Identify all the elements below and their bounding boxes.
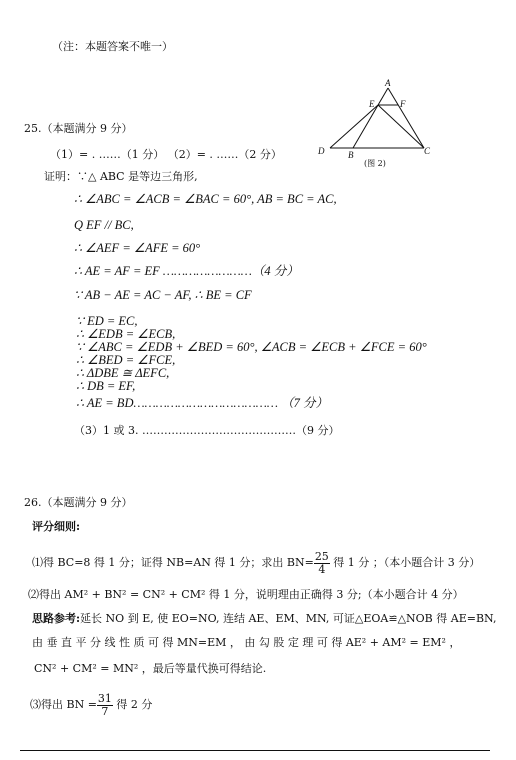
fraction-denominator: 7 [101, 704, 109, 718]
triangle-figure [312, 76, 437, 174]
fraction-25-4 [314, 551, 330, 576]
q26-hint-line-1 [32, 612, 496, 626]
proof-line-1: ∴ ∠ABC = ∠ACB = ∠BAC = 60°, AB = BC = AC, [74, 192, 337, 206]
proof-line-2: Q EF // BC, [74, 218, 134, 232]
label-B: B [348, 150, 354, 160]
q25-proof-intro: 证明：∵△ ABC 是等边三角形, [44, 170, 198, 183]
proof-line-11: ∴ DB = EF, [76, 379, 136, 393]
proof-line-9: ∴ ∠BED = ∠FCE, [76, 353, 176, 367]
figure-caption: (图 2) [364, 159, 386, 168]
proof-line-6: ∵ ED = EC, [76, 314, 138, 328]
q25-part3: （3）1 或 3. ……………………………………（9 分） [74, 424, 340, 437]
proof-line-8: ∵ ∠ABC = ∠EDB + ∠BED = 60°, ∠ACB = ∠ECB + ∠FCE = 60° [76, 340, 427, 354]
bottom-rule [20, 750, 490, 751]
fraction-denominator: 4 [318, 562, 326, 576]
q26-part1 [32, 548, 480, 578]
q26-scoring-title: 评分细则: [32, 520, 81, 533]
fraction-31-7 [97, 693, 113, 718]
q26-heading: 26.（本题满分 9 分） [24, 496, 133, 509]
segment-AC [388, 88, 424, 148]
q26-part3 [30, 690, 152, 720]
hint-text-1: 延长 NO 到 E, 使 EO=NO, 连结 AE、EM、MN, 可证△EOA≌△NOB 得 AE=BN, [80, 612, 497, 625]
q26-hint-line-3: CN² + CM² = MN² ，最后等量代换可得结论. [34, 662, 267, 675]
hint-label: 思路参考: [32, 612, 81, 625]
label-E: E [369, 99, 375, 109]
label-A: A [385, 78, 391, 88]
q26-part3-text-b: 得 2 分 [112, 698, 153, 711]
fraction-numerator: 31 [97, 691, 112, 705]
proof-line-4: ∴ AE = AF = EF ……………………（4 分） [74, 264, 299, 278]
label-D: D [318, 146, 325, 156]
proof-line-10: ∴ ΔDBE ≅ ΔEFC, [76, 366, 170, 380]
q25-heading: 25.（本题满分 9 分） [24, 122, 133, 135]
fraction-numerator: 25 [314, 549, 329, 563]
answer-note: （注：本题答案不唯一） [52, 40, 173, 53]
q26-part1-text-a: ⑴得 BC=8 得 1 分；证得 NB=AN 得 1 分；求出 BN= [32, 556, 314, 569]
label-C: C [424, 146, 431, 156]
label-F: F [400, 99, 406, 109]
q25-part12: （1）= . ……（1 分） （2）= . ……（2 分） [50, 148, 282, 161]
q26-hint-line-2: 由 垂 直 平 分 线 性 质 可 得 MN=EM ， 由 勾 股 定 理 可 得 AE² + AM² = EM² ， [32, 636, 461, 649]
segment-ED [330, 105, 378, 148]
q26-part1-text-b: 得 1 分 ；（本小题合计 3 分） [329, 556, 481, 569]
proof-line-5: ∵ AB − AE = AC − AF, ∴ BE = CF [74, 288, 252, 302]
q26-part3-text-a: ⑶得出 BN = [30, 698, 97, 711]
q26-part2: ⑵得出 AM² + BN² = CN² + CM² 得 1 分，说明理由正确得 3 分;（本小题合计 4 分） [28, 588, 464, 601]
proof-line-7: ∴ ∠EDB = ∠ECB, [76, 327, 176, 341]
proof-line-12: ∴ AE = BD………………………………… （7 分） [76, 396, 328, 410]
segment-AB [353, 88, 388, 148]
proof-line-3: ∴ ∠AEF = ∠AFE = 60° [74, 241, 201, 255]
segment-EC [378, 105, 424, 148]
